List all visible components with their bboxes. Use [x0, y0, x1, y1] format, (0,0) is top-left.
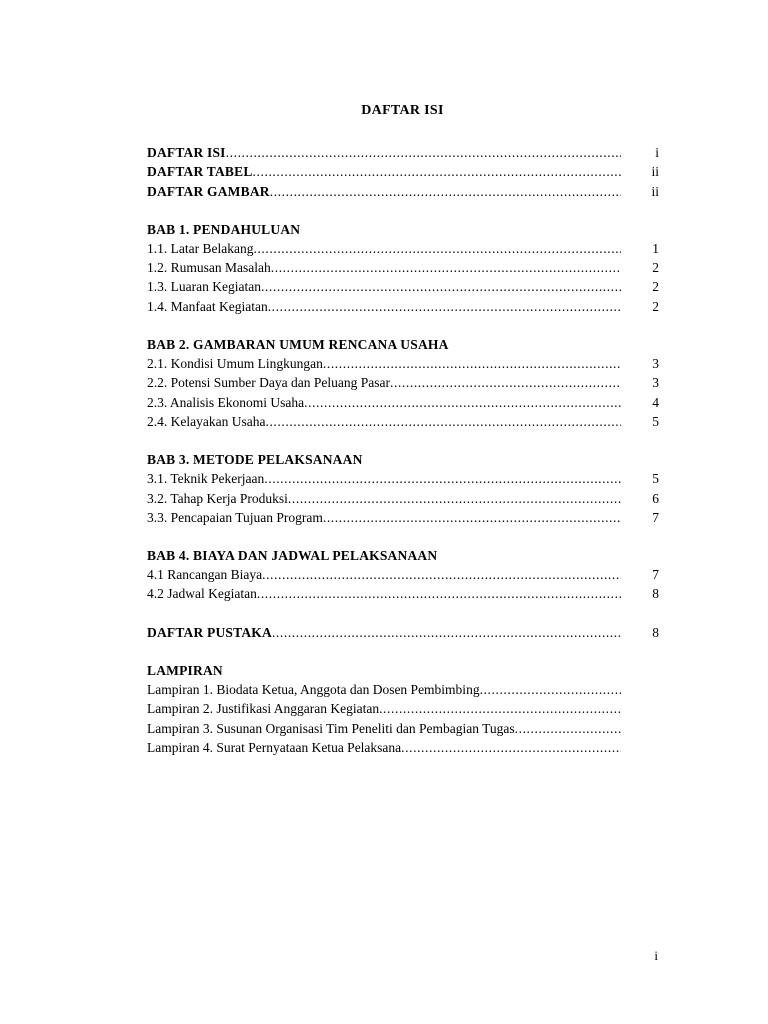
- section-heading[interactable]: BAB 3. METODE PELAKSANAAN: [147, 452, 363, 468]
- toc-entry-daftar-tabel[interactable]: [147, 162, 659, 181]
- toc-entry-daftar-isi[interactable]: [147, 143, 659, 162]
- leader-dots: [226, 143, 621, 162]
- toc-entry-label: 2.4. Kelayakan Usaha: [147, 413, 266, 429]
- toc-entry-page: 6: [652, 490, 659, 506]
- toc-entry-label: 1.1. Latar Belakang: [147, 240, 254, 256]
- toc-entry[interactable]: [147, 469, 659, 488]
- leader-dots: [262, 565, 621, 584]
- bab3-group: [147, 450, 659, 527]
- toc-entry[interactable]: [147, 508, 659, 527]
- pustaka-group: [147, 623, 659, 642]
- leader-dots: [270, 182, 621, 201]
- toc-entry-label: Lampiran 4. Surat Pernyataan Ketua Pelaksana: [147, 739, 402, 755]
- leader-dots: [304, 393, 621, 412]
- leader-dots: [257, 584, 621, 603]
- toc-entry[interactable]: [147, 584, 659, 603]
- table-of-contents: [147, 143, 659, 776]
- leader-dots: [261, 277, 621, 296]
- toc-entry-page: 3: [652, 356, 659, 372]
- front-matter-group: [147, 143, 659, 201]
- toc-entry-page: 3: [652, 375, 659, 391]
- leader-dots: [515, 719, 621, 738]
- leader-dots: [480, 680, 621, 699]
- toc-entry-label: 2.1. Kondisi Umum Lingkungan: [147, 356, 323, 372]
- toc-entry-daftar-pustaka[interactable]: [147, 623, 659, 642]
- toc-entry-label: 3.3. Pencapaian Tujuan Program: [147, 509, 323, 525]
- toc-entry[interactable]: [147, 354, 659, 373]
- toc-entry-daftar-gambar[interactable]: [147, 182, 659, 201]
- section-heading[interactable]: BAB 1. PENDAHULUAN: [147, 221, 301, 237]
- section-heading[interactable]: LAMPIRAN: [147, 663, 223, 679]
- toc-entry-page: 7: [652, 509, 659, 525]
- toc-entry[interactable]: [147, 412, 659, 431]
- leader-dots: [253, 162, 621, 181]
- bab1-group: [147, 220, 659, 316]
- toc-entry-label: 3.1. Teknik Pekerjaan: [147, 471, 265, 487]
- toc-entry[interactable]: [147, 297, 659, 316]
- toc-entry-label: Lampiran 1. Biodata Ketua, Anggota dan Dosen Pembimbing: [147, 682, 480, 698]
- toc-entry[interactable]: [147, 699, 659, 718]
- bab2-group: [147, 335, 659, 431]
- toc-entry-label: DAFTAR TABEL: [147, 164, 253, 180]
- toc-entry[interactable]: [147, 373, 659, 392]
- page-number: i: [654, 948, 658, 963]
- toc-entry-label: DAFTAR PUSTAKA: [147, 624, 272, 640]
- lampiran-group: [147, 661, 659, 757]
- bab4-group: [147, 546, 659, 604]
- toc-entry-label: Lampiran 3. Susunan Organisasi Tim Peneliti dan Pembagian Tugas: [147, 720, 515, 736]
- toc-entry-page: ii: [651, 183, 659, 199]
- toc-entry-label: 3.2. Tahap Kerja Produksi: [147, 490, 288, 506]
- leader-dots: [379, 699, 621, 718]
- toc-entry-page: 7: [652, 567, 659, 583]
- page-title: DAFTAR ISI: [361, 103, 444, 118]
- section-heading[interactable]: BAB 4. BIAYA DAN JADWAL PELAKSANAAN: [147, 548, 438, 564]
- toc-entry[interactable]: [147, 393, 659, 412]
- leader-dots: [265, 412, 621, 431]
- toc-entry-page: 2: [652, 260, 659, 276]
- toc-entry[interactable]: [147, 719, 659, 738]
- leader-dots: [272, 623, 621, 642]
- toc-entry-label: Lampiran 2. Justifikasi Anggaran Kegiatan: [147, 701, 380, 717]
- toc-entry[interactable]: [147, 565, 659, 584]
- toc-entry-page: 8: [652, 586, 659, 602]
- toc-entry[interactable]: [147, 239, 659, 258]
- toc-entry-label: 1.3. Luaran Kegiatan: [147, 279, 261, 295]
- leader-dots: [268, 297, 621, 316]
- leader-dots: [401, 738, 621, 757]
- section-heading[interactable]: BAB 2. GAMBARAN UMUM RENCANA USAHA: [147, 337, 449, 353]
- toc-entry-page: 2: [652, 298, 659, 314]
- toc-entry-label: 1.2. Rumusan Masalah: [147, 260, 271, 276]
- toc-entry[interactable]: [147, 258, 659, 277]
- leader-dots: [253, 239, 621, 258]
- toc-entry[interactable]: [147, 680, 659, 699]
- leader-dots: [323, 508, 621, 527]
- toc-entry-page: ii: [651, 164, 659, 180]
- leader-dots: [264, 469, 621, 488]
- toc-entry-label: DAFTAR GAMBAR: [147, 183, 270, 199]
- toc-entry-page: i: [655, 145, 659, 160]
- toc-entry-page: 5: [652, 471, 659, 487]
- leader-dots: [288, 489, 621, 508]
- toc-entry-label: 2.2. Potensi Sumber Daya dan Peluang Pasar: [147, 375, 390, 391]
- toc-entry-label: 4.1 Rancangan Biaya: [147, 567, 263, 583]
- toc-entry-label: 4.2 Jadwal Kegiatan: [147, 586, 257, 602]
- toc-entry-page: 1: [652, 240, 659, 256]
- toc-entry[interactable]: [147, 738, 659, 757]
- toc-entry-page: 5: [652, 413, 659, 429]
- toc-entry-page: 8: [652, 624, 659, 640]
- leader-dots: [271, 258, 621, 277]
- toc-entry-page: 4: [652, 394, 659, 410]
- toc-entry[interactable]: [147, 489, 659, 508]
- leader-dots: [390, 373, 621, 392]
- toc-entry-label: DAFTAR ISI: [147, 145, 226, 160]
- toc-entry-label: 2.3. Analisis Ekonomi Usaha: [147, 394, 305, 410]
- toc-entry[interactable]: [147, 277, 659, 296]
- leader-dots: [323, 354, 621, 373]
- toc-entry-label: 1.4. Manfaat Kegiatan: [147, 298, 268, 314]
- toc-entry-page: 2: [652, 279, 659, 295]
